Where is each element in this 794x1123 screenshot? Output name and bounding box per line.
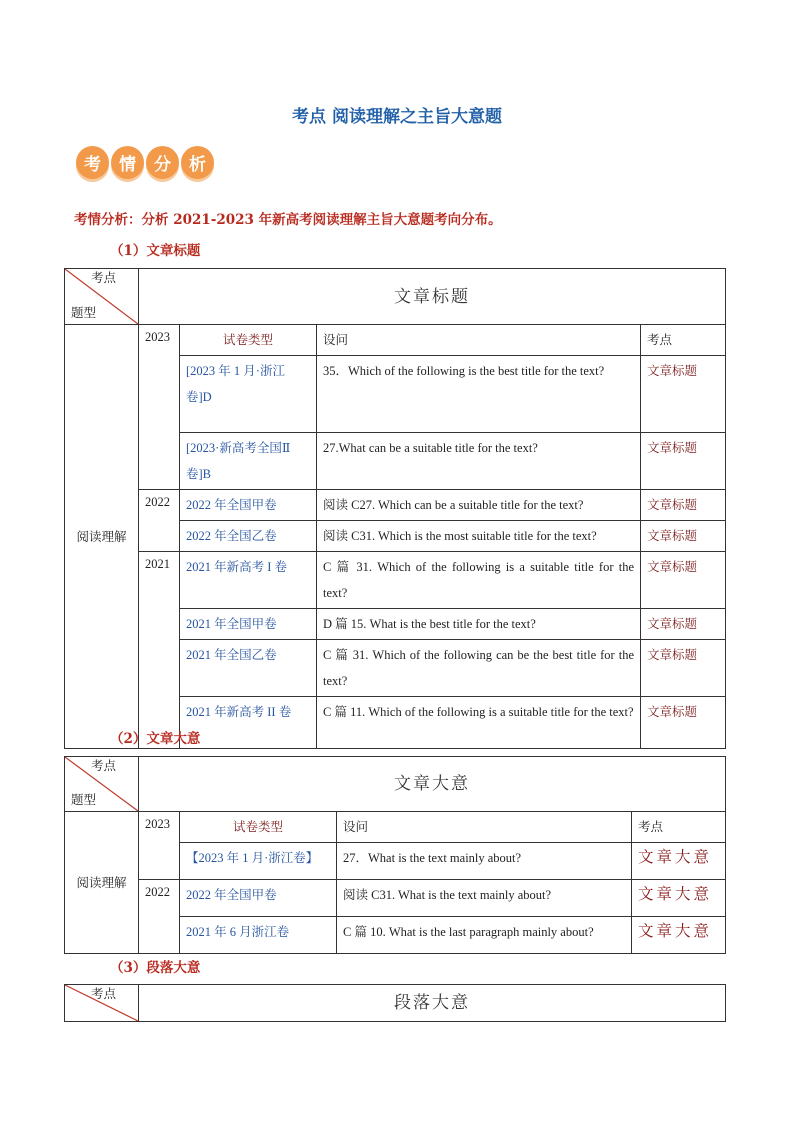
type-cell: 阅读理解 bbox=[65, 325, 139, 749]
badge-char: 析 bbox=[181, 146, 214, 179]
table-article-title bbox=[64, 268, 726, 749]
year-cell: 2021 bbox=[139, 552, 180, 749]
diagonal-header-cell bbox=[65, 269, 139, 325]
topic-cell: 文章大意 bbox=[139, 757, 726, 812]
col-header-question: 设问 bbox=[317, 325, 641, 356]
table-article-gist bbox=[64, 756, 726, 954]
section-heading-gist: （2）文章大意 bbox=[110, 731, 201, 747]
diagonal-header-cell bbox=[65, 757, 139, 812]
question-cell: 阅读 C27. Which can be a suitable title for the text? bbox=[317, 490, 641, 521]
question-cell: 27.What can be a suitable title for the text? bbox=[317, 433, 641, 490]
header-tixing: 题型 bbox=[71, 793, 97, 807]
question-cell: 阅读 C31. What is the text mainly about? bbox=[337, 880, 632, 917]
section-heading-title: （1）文章标题 bbox=[110, 243, 201, 259]
col-header-paper: 试卷类型 bbox=[180, 812, 337, 843]
col-header-point: 考点 bbox=[632, 812, 726, 843]
question-cell: C 篇 31. Which of the following is a suitable title for the text? bbox=[317, 552, 641, 609]
topic-cell: 文章标题 bbox=[139, 269, 726, 325]
header-kaodian: 考点 bbox=[90, 987, 116, 1001]
question-cell: C 篇 11. Which of the following is a suitable title for the text? bbox=[317, 697, 641, 749]
question-cell: 35．Which of the following is the best title for the text? bbox=[317, 356, 641, 433]
question-cell: D 篇 15. What is the best title for the text? bbox=[317, 609, 641, 640]
col-header-point: 考点 bbox=[641, 325, 726, 356]
year-cell: 2022 bbox=[139, 490, 180, 552]
badge-char: 分 bbox=[146, 146, 179, 179]
paper-cell: 2021 年新高考 I 卷 bbox=[180, 552, 317, 609]
table-paragraph-gist bbox=[64, 984, 726, 1022]
question-cell: C 篇 10. What is the last paragraph mainly about? bbox=[337, 917, 632, 954]
point-cell: 文章标题 bbox=[641, 609, 726, 640]
paper-cell: [2023·新高考全国Ⅱ卷]B bbox=[180, 433, 317, 490]
badge-char: 考 bbox=[76, 146, 109, 179]
point-cell: 文章大意 bbox=[632, 843, 726, 880]
header-tixing: 题型 bbox=[71, 306, 97, 320]
paper-cell: 【2023 年 1 月·浙江卷】 bbox=[180, 843, 337, 880]
question-cell: 阅读 C31. Which is the most suitable title for the text? bbox=[317, 521, 641, 552]
header-kaodian: 考点 bbox=[90, 271, 116, 285]
paper-cell: 2021 年全国乙卷 bbox=[180, 640, 317, 697]
year-cell: 2023 bbox=[139, 812, 180, 880]
point-cell: 文章标题 bbox=[641, 490, 726, 521]
paper-cell: 2021 年 6 月浙江卷 bbox=[180, 917, 337, 954]
section-badge bbox=[76, 146, 214, 179]
diagonal-header-cell bbox=[65, 985, 139, 1022]
point-cell: 文章大意 bbox=[632, 880, 726, 917]
col-header-question: 设问 bbox=[337, 812, 632, 843]
year-cell: 2022 bbox=[139, 880, 180, 954]
point-cell: 文章标题 bbox=[641, 552, 726, 609]
paper-cell: 2021 年新高考 II 卷 bbox=[180, 697, 317, 749]
col-header-paper: 试卷类型 bbox=[180, 325, 317, 356]
year-cell: 2023 bbox=[139, 325, 180, 490]
point-cell: 文章标题 bbox=[641, 697, 726, 749]
point-cell: 文章标题 bbox=[641, 433, 726, 490]
point-cell: 文章标题 bbox=[641, 356, 726, 433]
point-cell: 文章大意 bbox=[632, 917, 726, 954]
question-cell: C 篇 31. Which of the following can be the best title for the text? bbox=[317, 640, 641, 697]
section-heading-paragraph: （3）段落大意 bbox=[110, 960, 201, 976]
paper-cell: 2022 年全国甲卷 bbox=[180, 880, 337, 917]
topic-cell: 段落大意 bbox=[139, 985, 726, 1022]
point-cell: 文章标题 bbox=[641, 640, 726, 697]
type-cell: 阅读理解 bbox=[65, 812, 139, 954]
summary-text: 考情分析：分析 2021-2023 年新高考阅读理解主旨大意题考向分布。 bbox=[74, 212, 502, 228]
paper-cell: [2023 年 1 月·浙江卷]D bbox=[180, 356, 317, 433]
question-cell: 27．What is the text mainly about? bbox=[337, 843, 632, 880]
page-title: 考点 阅读理解之主旨大意题 bbox=[292, 107, 502, 127]
paper-cell: 2022 年全国甲卷 bbox=[180, 490, 317, 521]
paper-cell: 2021 年全国甲卷 bbox=[180, 609, 317, 640]
point-cell: 文章标题 bbox=[641, 521, 726, 552]
header-kaodian: 考点 bbox=[90, 759, 116, 773]
badge-char: 情 bbox=[111, 146, 144, 179]
paper-cell: 2022 年全国乙卷 bbox=[180, 521, 317, 552]
